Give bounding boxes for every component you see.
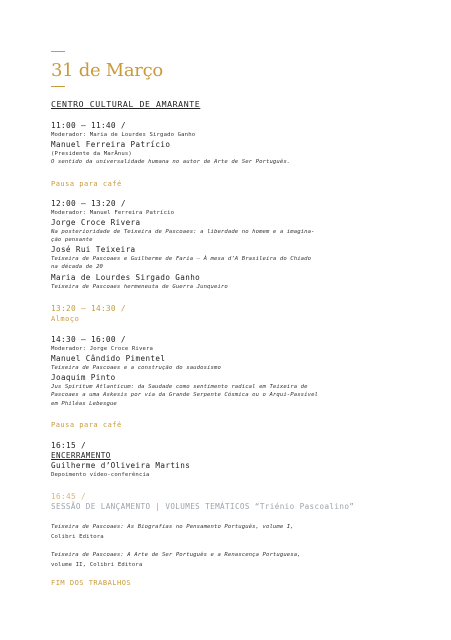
block3-title2-line2: Pascoaes a uma Askesis por via da Grande Serpente Cósmica ou o Arqui-Passível: [51, 392, 319, 398]
block3-moderator: Moderador: Jorge Croce Rivera: [51, 346, 154, 352]
lunch-time: 13:20 – 14:30 /: [51, 304, 126, 313]
block2-speaker2: José Rui Teixeira: [51, 245, 136, 254]
block3-title2-line3: em Philéas Lebesgue: [51, 401, 117, 407]
block2-speaker1: Jorge Croce Rivera: [51, 218, 141, 227]
pause2-label: Pausa para café: [51, 421, 122, 429]
block1-speaker: Manuel Ferreira Patrício: [51, 140, 171, 149]
block2-time: 12:00 – 13:20 /: [51, 199, 126, 208]
closing-time: 16:15 /: [51, 441, 86, 450]
block2-title2-line2: na década de 20: [51, 264, 104, 270]
book2-publisher: volume II, Colibri Editora: [51, 562, 143, 568]
lunch-label: Almoço: [51, 315, 80, 323]
block3-speaker1: Manuel Cândido Pimentel: [51, 354, 166, 363]
title-rule-top: [51, 51, 65, 52]
block1-time: 11:00 – 11:40 /: [51, 121, 126, 130]
block3-time: 14:30 – 16:00 /: [51, 335, 126, 344]
block2-title1-line1: Na posterioridade de Teixeira de Pascoaes: a liberdade no homem e a imagina-: [51, 229, 315, 235]
block3-title2-line1: Jus Spiritum Atlanticum: da Saudade como sentimento radical em Teixeira de: [51, 384, 308, 390]
closing-speaker: Guilherme d’Oliveira Martins: [51, 461, 191, 470]
closing-note: Depoimento vídeo-conferência: [51, 472, 150, 478]
launch-time: 16:45 /: [51, 492, 86, 501]
block2-speaker3: Maria de Lourdes Sirgado Ganho: [51, 273, 201, 282]
book1-title: Teixeira de Pascoaes: As Biografias no Pensamento Português, volume I,: [51, 524, 294, 530]
book1-publisher: Colibri Editora: [51, 534, 104, 540]
block2-title1-line2: ção pensante: [51, 237, 93, 243]
closing-label: ENCERRAMENTO: [51, 451, 111, 460]
launch-label: SESSÃO DE LANÇAMENTO | VOLUMES TEMÁTICOS “Triénio Pascoalino”: [51, 502, 355, 511]
day-title: 31 de Março: [51, 60, 163, 81]
block2-moderator: Moderador: Manuel Ferreira Patrício: [51, 210, 175, 216]
book2-title: Teixeira de Pascoaes: A Arte de Ser Português e a Renascença Portuguesa,: [51, 552, 301, 558]
block3-title1: Teixeira de Pascoaes e a construção do saudosismo: [51, 365, 221, 371]
block3-speaker2: Joaquim Pinto: [51, 373, 116, 382]
block1-role: (Presidente da MarÂnus): [51, 151, 132, 157]
venue-heading: CENTRO CULTURAL DE AMARANTE: [51, 99, 201, 109]
end-label: FIM DOS TRABALHOS: [51, 579, 132, 587]
block1-talk-title: O sentido da universalidade humana no autor de Arte de Ser Português.: [51, 159, 291, 165]
block2-title2-line1: Teixeira de Pascoaes e Guilherme de Faria – À mesa d’A Brasileira do Chiado: [51, 256, 312, 262]
title-rule-bottom: [51, 86, 65, 87]
block2-title3: Teixeira de Pascoaes hermeneuta de Guerra Junqueiro: [51, 284, 228, 290]
pause1-label: Pausa para café: [51, 180, 122, 188]
block1-moderator: Moderador: Maria de Lourdes Sirgado Ganho: [51, 132, 196, 138]
